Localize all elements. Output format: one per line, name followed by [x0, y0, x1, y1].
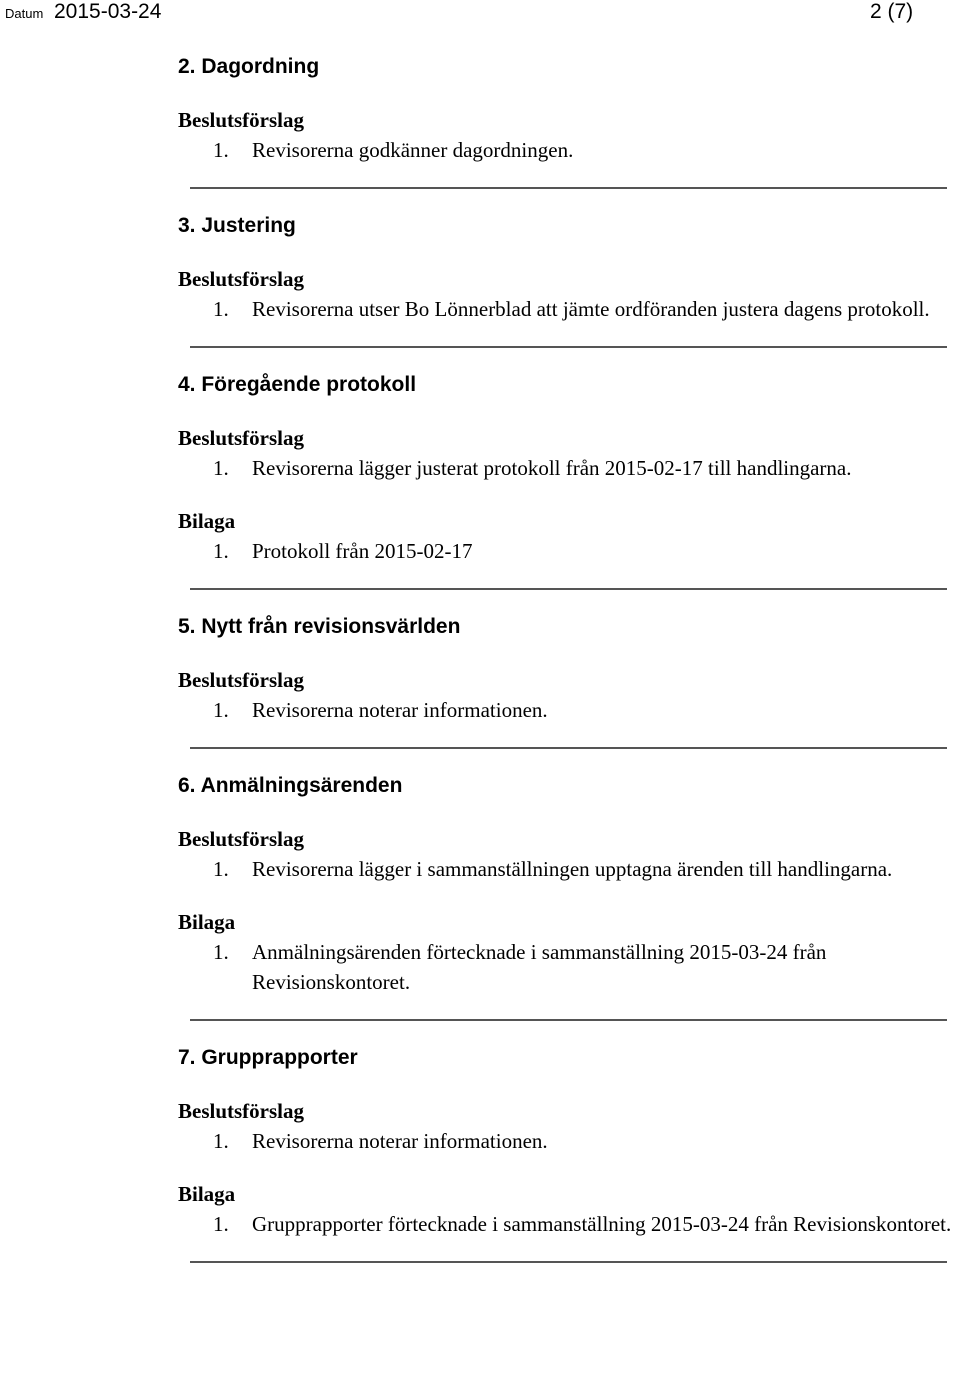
list-item-text: Anmälningsärenden förtecknade i sammanställning 2015-03-24 från Revisionskontoret.	[252, 940, 827, 994]
list-item	[178, 453, 953, 483]
list-item-text: Revisorerna lägger i sammanställningen upptagna ärenden till handlingarna.	[252, 857, 893, 881]
list-item-number: 1.	[213, 138, 229, 162]
section-divider	[190, 346, 947, 348]
list-item-number: 1.	[213, 1212, 229, 1236]
list-item	[178, 695, 953, 725]
list-item	[178, 1126, 953, 1156]
block-label: Beslutsförslag	[178, 1099, 304, 1123]
section-divider	[190, 747, 947, 749]
proposal-block	[178, 105, 953, 165]
list-item-text: Grupprapporter förtecknade i sammanställning 2015-03-24 från Revisionskontoret.	[252, 1212, 952, 1236]
page-header	[0, 0, 960, 30]
list-item-number: 1.	[213, 456, 229, 480]
list-item-text: Revisorerna godkänner dagordningen.	[252, 138, 574, 162]
block-label: Beslutsförslag	[178, 267, 304, 291]
block-label: Beslutsförslag	[178, 426, 304, 450]
numbered-list	[178, 135, 953, 165]
list-item	[178, 135, 953, 165]
proposal-block	[178, 824, 953, 884]
list-item	[178, 294, 953, 324]
section-title: 5. Nytt från revisionsvärlden	[178, 615, 461, 638]
block-label: Bilaga	[178, 910, 236, 934]
section-title: 6. Anmälningsärenden	[178, 774, 403, 797]
proposal-block	[178, 665, 953, 725]
section-title: 7. Grupprapporter	[178, 1046, 358, 1069]
numbered-list	[178, 294, 953, 324]
block-label: Bilaga	[178, 1182, 236, 1206]
block-label: Beslutsförslag	[178, 827, 304, 851]
list-item-number: 1.	[213, 297, 229, 321]
numbered-list	[178, 1209, 953, 1239]
section-title: 2. Dagordning	[178, 55, 320, 78]
list-item-number: 1.	[213, 698, 229, 722]
numbered-list	[178, 695, 953, 725]
list-item	[178, 1209, 953, 1239]
list-item-number: 1.	[213, 857, 229, 881]
agenda-section	[178, 370, 953, 566]
list-item-text: Revisorerna noterar informationen.	[252, 1129, 548, 1153]
attachment-block	[178, 1179, 953, 1239]
list-item-text: Protokoll från 2015-02-17	[252, 539, 473, 563]
numbered-list	[178, 536, 953, 566]
proposal-block	[178, 423, 953, 483]
block-label: Beslutsförslag	[178, 668, 304, 692]
numbered-list	[178, 453, 953, 483]
list-item-number: 1.	[213, 1129, 229, 1153]
agenda-section	[178, 612, 953, 725]
block-label: Bilaga	[178, 509, 236, 533]
list-item-text: Revisorerna lägger justerat protokoll från 2015-02-17 till handlingarna.	[252, 456, 852, 480]
numbered-list	[178, 1126, 953, 1156]
document-date: 2015-03-24	[54, 0, 162, 23]
date-label: Datum	[5, 6, 44, 21]
attachment-block	[178, 907, 953, 997]
list-item-number: 1.	[213, 940, 229, 964]
list-item	[178, 937, 953, 997]
list-item	[178, 536, 953, 566]
agenda-section	[178, 211, 953, 324]
numbered-list	[178, 937, 953, 997]
section-divider	[190, 1261, 947, 1263]
list-item-text: Revisorerna utser Bo Lönnerblad att jämte ordföranden justera dagens protokoll.	[252, 297, 930, 321]
block-label: Beslutsförslag	[178, 108, 304, 132]
numbered-list	[178, 854, 953, 884]
list-item-text: Revisorerna noterar informationen.	[252, 698, 548, 722]
agenda-section	[178, 52, 953, 165]
section-divider	[190, 588, 947, 590]
list-item-number: 1.	[213, 539, 229, 563]
proposal-block	[178, 264, 953, 324]
section-divider	[190, 1019, 947, 1021]
agenda-section	[178, 1043, 953, 1239]
agenda-content	[178, 52, 953, 1285]
page-number: 2 (7)	[870, 0, 914, 23]
list-item	[178, 854, 953, 884]
proposal-block	[178, 1096, 953, 1156]
section-title: 4. Föregående protokoll	[178, 373, 417, 396]
section-divider	[190, 187, 947, 189]
section-title: 3. Justering	[178, 214, 296, 237]
attachment-block	[178, 506, 953, 566]
agenda-section	[178, 771, 953, 997]
